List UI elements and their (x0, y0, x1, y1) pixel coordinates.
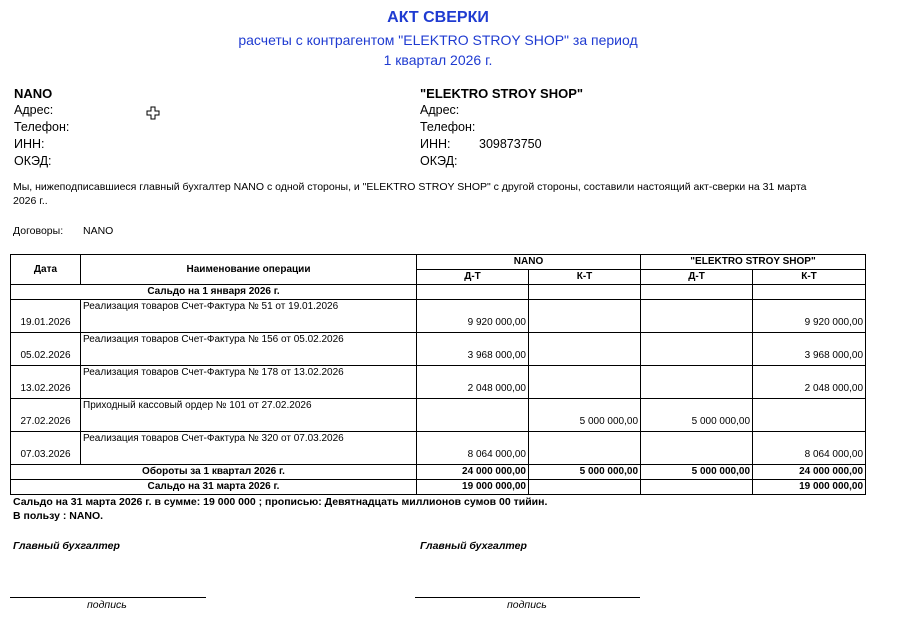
row-date: 27.02.2026 (11, 399, 81, 432)
turnover-row (11, 465, 866, 480)
table-row (11, 432, 866, 465)
turnover-d2: 5 000 000,00 (641, 465, 753, 480)
table-row (11, 300, 866, 333)
row-k2 (753, 399, 866, 432)
row-d1: 9 920 000,00 (417, 300, 529, 333)
row-k1 (529, 300, 641, 333)
row-d2 (641, 333, 753, 366)
opening-d1 (417, 285, 529, 300)
row-d2 (641, 366, 753, 399)
left-address-label: Адрес: (14, 103, 54, 117)
opening-k1 (529, 285, 641, 300)
closing-k1 (529, 480, 641, 495)
right-okud-label: ОКЭД: (420, 154, 458, 168)
row-d1: 3 968 000,00 (417, 333, 529, 366)
row-d2: 5 000 000,00 (641, 399, 753, 432)
left-signature-line (10, 597, 206, 598)
opening-balance-row (11, 285, 866, 300)
col-date-header: Дата (11, 255, 81, 285)
row-k2: 2 048 000,00 (753, 366, 866, 399)
row-date: 13.02.2026 (11, 366, 81, 399)
closing-k2: 19 000 000,00 (753, 480, 866, 495)
right-signature-caption: подпись (507, 599, 547, 611)
row-d1: 2 048 000,00 (417, 366, 529, 399)
contracts-label: Договоры: (13, 225, 64, 237)
row-k2: 9 920 000,00 (753, 300, 866, 333)
right-signer-title: Главный бухгалтер (420, 540, 527, 552)
left-okud-label: ОКЭД: (14, 154, 52, 168)
row-d1: 8 064 000,00 (417, 432, 529, 465)
move-cursor-icon (146, 106, 160, 120)
row-operation: Реализация товаров Счет-Фактура № 51 от 19.01.2026 (81, 300, 417, 333)
closing-balance-label: Сальдо на 31 марта 2026 г. (11, 480, 417, 495)
turnover-k2: 24 000 000,00 (753, 465, 866, 480)
in-favor-line: В пользу : NANO. (13, 510, 104, 522)
turnover-k1: 5 000 000,00 (529, 465, 641, 480)
col-operation-header: Наименование операции (81, 255, 417, 285)
row-date: 19.01.2026 (11, 300, 81, 333)
party1-debit-header: Д-Т (417, 270, 529, 285)
col-party2-header: "ELEKTRO STROY SHOP" (641, 255, 866, 270)
right-inn-value: 309873750 (479, 137, 542, 151)
right-address-label: Адрес: (420, 103, 460, 117)
turnover-d1: 24 000 000,00 (417, 465, 529, 480)
right-inn-label: ИНН: (420, 137, 451, 151)
intro-text-line1: Мы, нижеподписавшиеся главный бухгалтер NANO с одной стороны, и "ELEKTRO STROY SHOP" с другой стороны, составили настоящий акт-сверки на 31 марта (13, 181, 807, 193)
right-signature-line (415, 597, 640, 598)
row-operation: Реализация товаров Счет-Фактура № 320 от 07.03.2026 (81, 432, 417, 465)
row-d2 (641, 432, 753, 465)
table-row (11, 366, 866, 399)
closing-balance-row (11, 480, 866, 495)
left-party-name: NANO (14, 86, 53, 101)
row-operation: Реализация товаров Счет-Фактура № 156 от 05.02.2026 (81, 333, 417, 366)
table-header-row (11, 255, 866, 270)
period-label: 1 квартал 2026 г. (383, 52, 493, 68)
opening-d2 (641, 285, 753, 300)
left-phone-label: Телефон: (14, 120, 70, 134)
row-k2: 3 968 000,00 (753, 333, 866, 366)
party2-debit-header: Д-Т (641, 270, 753, 285)
row-d1 (417, 399, 529, 432)
right-phone-label: Телефон: (420, 120, 476, 134)
row-k1 (529, 333, 641, 366)
page-title: АКТ СВЕРКИ (387, 9, 489, 26)
row-k1: 5 000 000,00 (529, 399, 641, 432)
closing-d2 (641, 480, 753, 495)
row-k2: 8 064 000,00 (753, 432, 866, 465)
row-date: 07.03.2026 (11, 432, 81, 465)
row-k1 (529, 432, 641, 465)
row-operation: Приходный кассовый ордер № 101 от 27.02.2026 (81, 399, 417, 432)
opening-k2 (753, 285, 866, 300)
left-signer-title: Главный бухгалтер (13, 540, 120, 552)
closing-summary-line: Сальдо на 31 марта 2026 г. в сумме: 19 000 000 ; прописью: Девятнадцать миллионов сумов 00 тийин. (13, 496, 548, 508)
row-date: 05.02.2026 (11, 333, 81, 366)
opening-balance-label: Сальдо на 1 января 2026 г. (11, 285, 417, 300)
party1-credit-header: К-Т (529, 270, 641, 285)
col-party1-header: NANO (417, 255, 641, 270)
row-operation: Реализация товаров Счет-Фактура № 178 от 13.02.2026 (81, 366, 417, 399)
intro-text-line2: 2026 г.. (13, 195, 48, 207)
party2-credit-header: К-Т (753, 270, 866, 285)
turnover-label: Обороты за 1 квартал 2026 г. (11, 465, 417, 480)
row-k1 (529, 366, 641, 399)
left-inn-label: ИНН: (14, 137, 45, 151)
reconciliation-table (10, 254, 866, 495)
right-party-name: "ELEKTRO STROY SHOP" (420, 86, 584, 101)
closing-d1: 19 000 000,00 (417, 480, 529, 495)
left-signature-caption: подпись (87, 599, 127, 611)
page-subtitle: расчеты с контрагентом "ELEKTRO STROY SHOP" за период (238, 32, 638, 48)
table-row (11, 399, 866, 432)
table-row (11, 333, 866, 366)
contracts-value: NANO (83, 225, 114, 237)
row-d2 (641, 300, 753, 333)
